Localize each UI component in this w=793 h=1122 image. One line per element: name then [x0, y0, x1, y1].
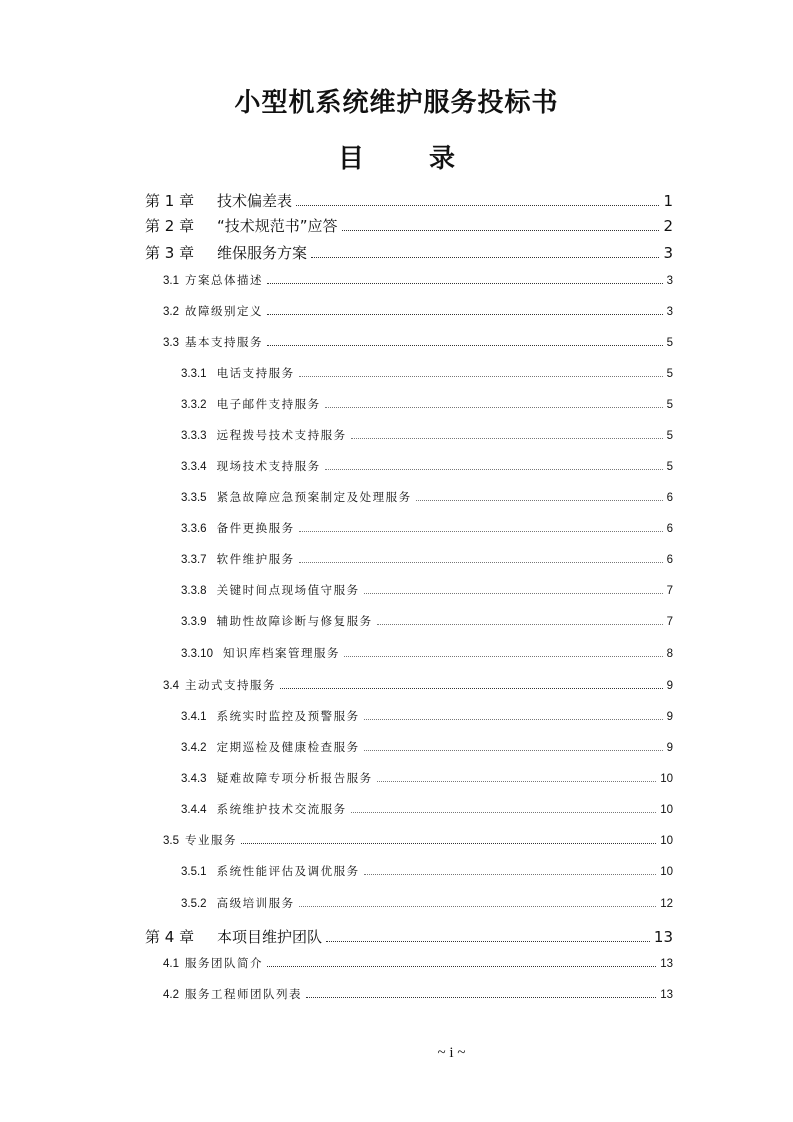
- toc-entry-number: 3.3.9: [181, 616, 207, 628]
- toc-entry-title: 备件更换服务: [216, 521, 295, 535]
- toc-entry-title: 主动式支持服务: [185, 678, 276, 692]
- toc-leader: [364, 593, 663, 594]
- toc-entry-page: 5: [666, 399, 673, 411]
- toc-leader: [267, 283, 663, 284]
- toc-leader: [299, 376, 663, 377]
- toc-entry-page: 7: [666, 585, 673, 597]
- toc-entry-title: 现场技术支持服务: [216, 459, 321, 473]
- toc-entry-title: 关键时间点现场值守服务: [216, 583, 360, 597]
- toc-entry-page: 9: [666, 742, 673, 754]
- toc-leader: [364, 750, 663, 751]
- toc-entry-page: 1: [663, 192, 673, 210]
- toc-entry-page: 3: [663, 244, 673, 262]
- toc-entry-number: 3.4.2: [181, 742, 207, 754]
- toc-leader: [299, 531, 663, 532]
- toc-entry-section[interactable]: [163, 986, 673, 1002]
- toc-entry-subsection[interactable]: [181, 396, 673, 412]
- toc-entry-title: 疑难故障专项分析报告服务: [216, 771, 373, 785]
- toc-entry-subsection[interactable]: [181, 458, 673, 474]
- toc-entry-subsection[interactable]: [181, 895, 673, 911]
- toc-leader: [267, 345, 663, 346]
- toc-entry-number: 3.3.10: [181, 648, 213, 660]
- toc-entry-number: 第 3 章: [145, 244, 195, 262]
- toc-leader: [342, 230, 660, 231]
- toc-entry-number: 3.1: [163, 275, 179, 287]
- toc-entry-title: 远程拨号技术支持服务: [216, 428, 347, 442]
- toc-entry-page: 10: [660, 804, 673, 816]
- toc-leader: [364, 874, 657, 875]
- toc-leader: [311, 257, 659, 258]
- toc-entry-number: 3.3.3: [181, 430, 207, 442]
- toc-entry-subsection[interactable]: [181, 582, 673, 598]
- toc-entry-title: 知识库档案管理服务: [222, 646, 340, 660]
- toc-entry-title: 辅助性故障诊断与修复服务: [216, 614, 373, 628]
- toc-entry-number: 3.5.1: [181, 866, 207, 878]
- toc-leader: [299, 906, 657, 907]
- toc-entry-section[interactable]: [163, 677, 673, 693]
- toc-leader: [241, 843, 656, 844]
- toc-entry-page: 6: [666, 554, 673, 566]
- toc-entry-page: 5: [666, 430, 673, 442]
- toc-entry-title: 系统性能评估及调优服务: [216, 864, 360, 878]
- toc-entry-page: 8: [666, 648, 673, 660]
- toc-entry-subsection[interactable]: [181, 613, 673, 629]
- toc-entry-number: 3.3.4: [181, 461, 207, 473]
- toc-entry-page: 2: [663, 217, 673, 235]
- toc-entry-subsection[interactable]: [181, 708, 673, 724]
- toc-entry-number: 3.2: [163, 306, 179, 318]
- toc-entry-section[interactable]: [163, 272, 673, 288]
- toc-entry-title: 电子邮件支持服务: [216, 397, 321, 411]
- toc-leader: [267, 966, 656, 967]
- toc-entry-page: 9: [666, 711, 673, 723]
- toc-entry-page: 12: [660, 898, 673, 910]
- toc-entry-chapter-1[interactable]: [145, 190, 673, 211]
- toc-leader: [306, 997, 656, 998]
- toc-leader: [325, 469, 663, 470]
- toc-entry-number: 3.3.2: [181, 399, 207, 411]
- toc-entry-subsection[interactable]: [181, 365, 673, 381]
- toc-entry-subsection[interactable]: [181, 520, 673, 536]
- toc-leader: [326, 941, 650, 942]
- toc-entry-section[interactable]: [163, 832, 673, 848]
- toc-entry-title: 紧急故障应急预案制定及处理服务: [216, 490, 412, 504]
- toc-entry-title: 电话支持服务: [216, 366, 295, 380]
- toc-entry-number: 第 2 章: [145, 217, 195, 235]
- toc-entry-page: 7: [666, 616, 673, 628]
- toc-entry-subsection[interactable]: [181, 801, 673, 817]
- toc-entry-subsection[interactable]: [181, 489, 673, 505]
- toc-entry-number: 3.3: [163, 337, 179, 349]
- toc-entry-subsection[interactable]: [181, 770, 673, 786]
- toc-leader: [364, 719, 663, 720]
- toc-leader: [267, 314, 663, 315]
- toc-entry-title: “技术规范书”应答: [217, 217, 338, 235]
- toc-entry-title: 维保服务方案: [217, 244, 308, 262]
- toc-leader: [280, 688, 663, 689]
- toc-entry-title: 系统维护技术交流服务: [216, 802, 347, 816]
- toc-entry-page: 5: [666, 461, 673, 473]
- toc-entry-page: 13: [660, 989, 673, 1001]
- toc-entry-title: 高级培训服务: [216, 896, 295, 910]
- toc-entry-page: 5: [666, 368, 673, 380]
- toc-entry-subsection[interactable]: [181, 739, 673, 755]
- toc-entry-page: 10: [660, 835, 673, 847]
- toc-entry-title: 定期巡检及健康检查服务: [216, 740, 360, 754]
- toc-entry-number: 3.3.7: [181, 554, 207, 566]
- toc-leader: [351, 812, 657, 813]
- toc-entry-title: 故障级别定义: [185, 304, 263, 318]
- toc-entry-number: 第 1 章: [145, 192, 195, 210]
- toc-entry-title: 专业服务: [185, 833, 237, 847]
- toc-entry-subsection[interactable]: [181, 645, 673, 661]
- toc-entry-number: 3.5: [163, 835, 179, 847]
- toc-entry-page: 10: [660, 866, 673, 878]
- toc-entry-page: 5: [666, 337, 673, 349]
- toc-entry-page: 10: [660, 773, 673, 785]
- toc-leader: [296, 205, 659, 206]
- toc-entry-number: 3.4.1: [181, 711, 207, 723]
- toc-entry-page: 6: [666, 523, 673, 535]
- toc-leader: [299, 562, 663, 563]
- toc-entry-section[interactable]: [163, 955, 673, 971]
- toc-entry-number: 第 4 章: [145, 928, 195, 946]
- toc-entry-title: 系统实时监控及预警服务: [216, 709, 360, 723]
- toc-entry-chapter-3[interactable]: [145, 242, 673, 263]
- toc-entry-number: 3.3.6: [181, 523, 207, 535]
- toc-entry-number: 3.3.1: [181, 368, 207, 380]
- toc-heading: 目 录: [337, 144, 484, 174]
- toc-leader: [325, 407, 663, 408]
- toc-entry-subsection[interactable]: [181, 427, 673, 443]
- toc-entry-chapter-4[interactable]: [145, 926, 673, 947]
- toc-entry-title: 方案总体描述: [185, 273, 263, 287]
- toc-entry-page: 13: [653, 928, 673, 946]
- toc-entry-section[interactable]: [163, 303, 673, 319]
- toc-entry-number: 3.5.2: [181, 898, 207, 910]
- toc-leader: [416, 500, 663, 501]
- toc-entry-page: 3: [666, 275, 673, 287]
- toc-entry-number: 4.2: [163, 989, 179, 1001]
- toc-leader: [351, 438, 663, 439]
- toc-entry-title: 软件维护服务: [216, 552, 295, 566]
- toc-entry-chapter-2[interactable]: [145, 215, 673, 236]
- toc-entry-number: 3.3.5: [181, 492, 207, 504]
- document-title: 小型机系统维护服务投标书: [234, 88, 559, 118]
- toc-entry-subsection[interactable]: [181, 551, 673, 567]
- toc-entry-number: 3.4.4: [181, 804, 207, 816]
- page-number-footer: ~ i ~: [437, 1045, 466, 1061]
- toc-entry-page: 6: [666, 492, 673, 504]
- toc-entry-number: 4.1: [163, 958, 179, 970]
- toc-entry-page: 9: [666, 680, 673, 692]
- toc-entry-title: 基本支持服务: [185, 335, 263, 349]
- toc-entry-title: 服务工程师团队列表: [185, 987, 302, 1001]
- toc-entry-page: 3: [666, 306, 673, 318]
- toc-entry-number: 3.4: [163, 680, 179, 692]
- toc-leader: [377, 624, 663, 625]
- toc-entry-section[interactable]: [163, 334, 673, 350]
- toc-entry-subsection[interactable]: [181, 863, 673, 879]
- toc-entry-number: 3.4.3: [181, 773, 207, 785]
- toc-entry-page: 13: [660, 958, 673, 970]
- toc-entry-title: 服务团队简介: [185, 956, 263, 970]
- toc-leader: [377, 781, 657, 782]
- toc-entry-number: 3.3.8: [181, 585, 207, 597]
- toc-leader: [344, 656, 663, 657]
- toc-entry-title: 技术偏差表: [217, 192, 293, 210]
- toc-entry-title: 本项目维护团队: [217, 928, 323, 946]
